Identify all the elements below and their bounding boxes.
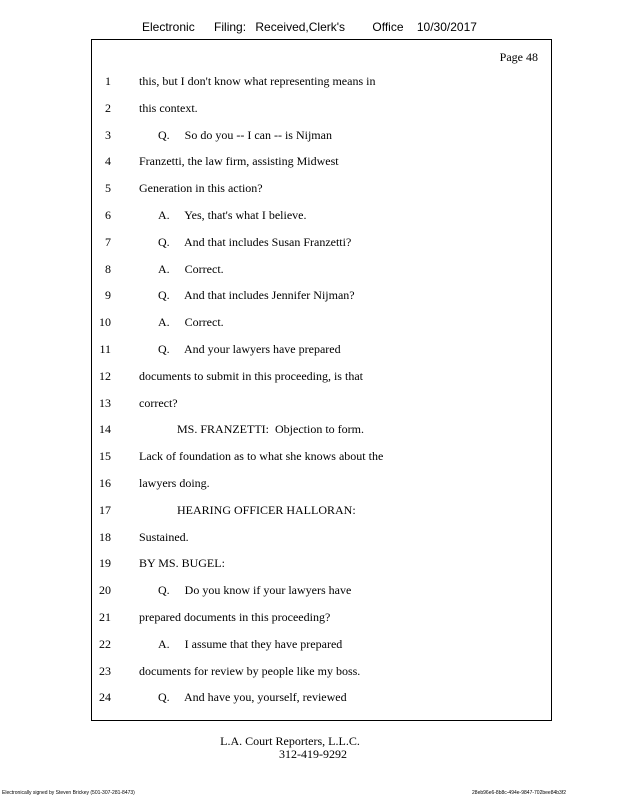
line-text: this, but I don't know what representing means in bbox=[139, 74, 376, 88]
document-hash: 28eb96e6-8b8c-494e-9847-702bee84b3f2 bbox=[472, 790, 566, 796]
header-date: 10/30/2017 bbox=[416, 20, 477, 34]
line-number: 9 bbox=[105, 288, 111, 303]
transcript-line bbox=[91, 208, 552, 222]
line-number: 13 bbox=[99, 395, 111, 410]
transcript-line bbox=[91, 530, 552, 544]
line-text: Q. And have you, yourself, reviewed bbox=[158, 690, 347, 705]
reporter-phone: 312-419-9292 bbox=[279, 747, 347, 761]
line-text: Q. And your lawyers have prepared bbox=[158, 342, 341, 356]
transcript-line bbox=[91, 181, 552, 195]
line-text: Sustained. bbox=[139, 529, 189, 544]
line-number: 12 bbox=[99, 368, 111, 383]
filing-stamp-header bbox=[142, 20, 477, 34]
transcript-line bbox=[91, 637, 552, 651]
electronic-signature: Electronically signed by Steven Brickey (501-307-281-8473) bbox=[2, 790, 135, 796]
transcript-line bbox=[91, 664, 552, 678]
line-number: 14 bbox=[99, 422, 111, 437]
line-number: 16 bbox=[99, 476, 111, 490]
transcript-line bbox=[91, 369, 552, 383]
page-number: Page 48 bbox=[499, 50, 538, 64]
line-number: 18 bbox=[99, 529, 111, 544]
line-number: 21 bbox=[99, 610, 111, 624]
line-text: lawyers doing. bbox=[139, 476, 210, 490]
line-text: Generation in this action? bbox=[139, 181, 263, 196]
line-number: 4 bbox=[105, 154, 111, 169]
header-received: Received,Clerk's bbox=[255, 20, 346, 34]
transcript-line bbox=[91, 503, 552, 517]
line-text: HEARING OFFICER HALLORAN: bbox=[177, 502, 356, 517]
line-text: Q. And that includes Jennifer Nijman? bbox=[158, 288, 355, 303]
reporter-company: L.A. Court Reporters, L.L.C. bbox=[220, 734, 360, 748]
transcript-line bbox=[91, 154, 552, 168]
line-number: 17 bbox=[99, 502, 111, 517]
line-number: 15 bbox=[99, 449, 111, 464]
line-number: 23 bbox=[99, 663, 111, 678]
header-office: Office bbox=[372, 20, 404, 34]
transcript-line bbox=[91, 235, 552, 249]
line-text: Lack of foundation as to what she knows about the bbox=[139, 449, 384, 464]
line-text: A. Yes, that's what I believe. bbox=[158, 208, 307, 222]
line-number: 19 bbox=[99, 556, 111, 571]
line-text: documents to submit in this proceeding, is that bbox=[139, 368, 363, 383]
transcript-line bbox=[91, 128, 552, 142]
line-text: Q. And that includes Susan Franzetti? bbox=[158, 234, 352, 249]
line-number: 20 bbox=[99, 583, 111, 598]
transcript-line bbox=[91, 262, 552, 276]
line-text: Q. So do you -- I can -- is Nijman bbox=[158, 127, 332, 142]
line-number: 3 bbox=[105, 127, 111, 142]
transcript-line bbox=[91, 610, 552, 624]
transcript-line bbox=[91, 396, 552, 410]
line-text: MS. FRANZETTI: Objection to form. bbox=[177, 422, 364, 437]
transcript-line bbox=[91, 690, 552, 704]
transcript-line bbox=[91, 422, 552, 436]
line-number: 1 bbox=[105, 74, 111, 88]
transcript-line bbox=[91, 449, 552, 463]
line-text: A. Correct. bbox=[158, 261, 224, 276]
line-number: 6 bbox=[105, 208, 111, 222]
transcript-line bbox=[91, 556, 552, 570]
line-text: documents for review by people like my boss. bbox=[139, 663, 361, 678]
header-electronic: Electronic bbox=[142, 20, 195, 34]
line-number: 5 bbox=[105, 181, 111, 196]
transcript-line bbox=[91, 315, 552, 329]
line-text: this context. bbox=[139, 100, 198, 115]
transcript-line bbox=[91, 342, 552, 356]
line-text: Franzetti, the law firm, assisting Midwest bbox=[139, 154, 339, 169]
line-number: 10 bbox=[99, 315, 111, 330]
transcript-line bbox=[91, 583, 552, 597]
header-filing: Filing: bbox=[214, 20, 247, 34]
line-number: 11 bbox=[99, 342, 111, 356]
line-text: BY MS. BUGEL: bbox=[139, 556, 225, 571]
line-number: 2 bbox=[105, 100, 111, 115]
line-text: prepared documents in this proceeding? bbox=[139, 610, 331, 624]
line-number: 8 bbox=[105, 261, 111, 276]
line-text: A. I assume that they have prepared bbox=[158, 636, 343, 651]
line-number: 24 bbox=[99, 690, 111, 705]
line-text: Q. Do you know if your lawyers have bbox=[158, 583, 352, 598]
transcript-line bbox=[91, 476, 552, 490]
line-text: A. Correct. bbox=[158, 315, 224, 330]
transcript-line bbox=[91, 74, 552, 88]
transcript-line bbox=[91, 101, 552, 115]
line-text: correct? bbox=[139, 395, 178, 410]
transcript-line bbox=[91, 288, 552, 302]
line-number: 7 bbox=[105, 234, 111, 249]
line-number: 22 bbox=[99, 636, 111, 651]
